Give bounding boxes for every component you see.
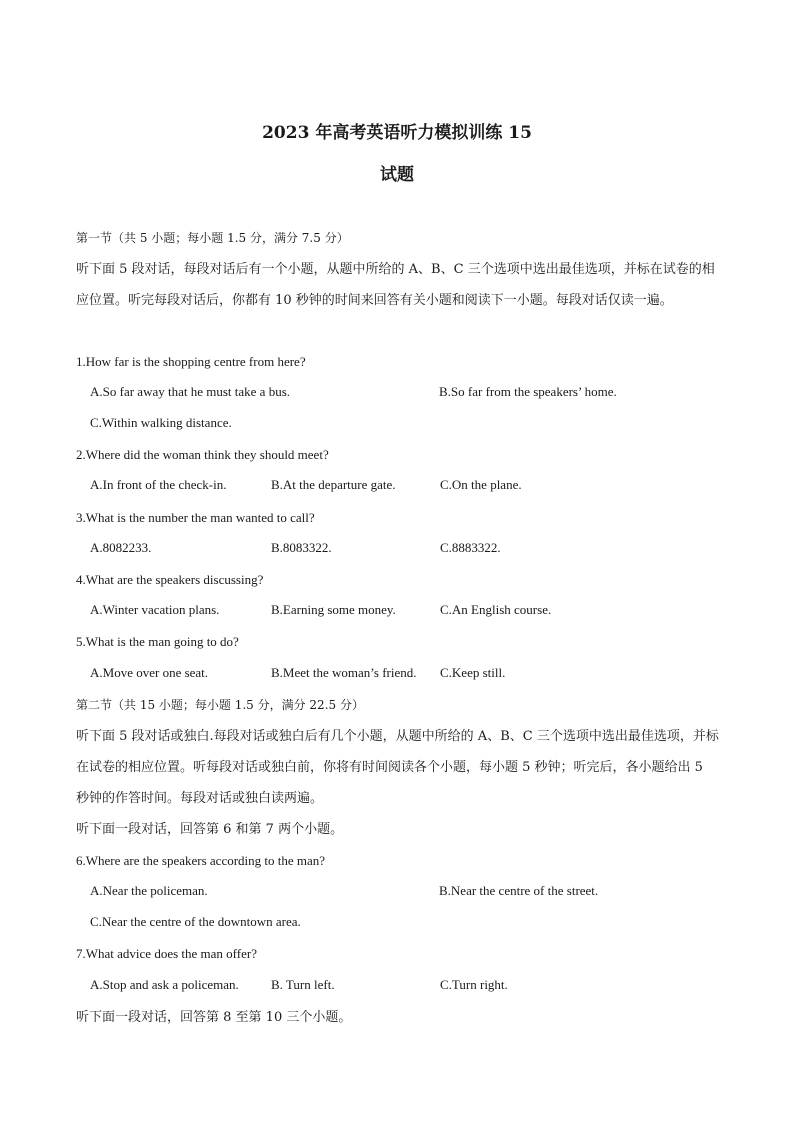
- question-6: 6.Where are the speakers according to the man?: [76, 853, 326, 868]
- q5-option-b: B.Meet the woman’s friend.: [271, 665, 417, 680]
- q2-option-c: C.On the plane.: [440, 477, 522, 492]
- section2-heading: 第二节（共 15 小题；每小题 1.5 分，满分 22.5 分）: [76, 698, 364, 712]
- q3-option-c: C.8883322.: [440, 540, 501, 555]
- section2-instructions: 听下面 5 段对话或独白.每段对话或独白后有几个小题，从题中所给的 A、B、C 三个选项中选出最佳选项，并标在试卷的相应位置。听每段对话或独白前，你将有时间阅读各个小题，每小题 5 秒钟；听完后，各小题给出 5 秒钟的作答时间。每段对话或独白读两遍。: [76, 729, 719, 806]
- q4-option-c: C.An English course.: [440, 602, 552, 617]
- q6-option-a: A.Near the policeman.: [90, 883, 208, 898]
- q3-option-a: A.8082233.: [90, 540, 152, 555]
- q1-option-b: B.So far from the speakers’ home.: [439, 384, 617, 399]
- question-1: 1.How far is the shopping centre from here?: [76, 354, 306, 369]
- q1-option-a: A.So far away that he must take a bus.: [90, 384, 291, 399]
- q2-option-a: A.In front of the check-in.: [90, 477, 227, 492]
- q6-option-c: C.Near the centre of the downtown area.: [90, 914, 301, 929]
- section1-instructions: 听下面 5 段对话，每段对话后有一个小题，从题中所给的 A、B、C 三个选项中选出最佳选项，并标在试卷的相应位置。听完每段对话后，你都有 10 秒钟的时间来回答有关小题和阅读下一小题。每段对话仅读一遍。: [76, 262, 715, 308]
- question-4: 4.What are the speakers discussing?: [76, 572, 264, 587]
- q1-option-c: C.Within walking distance.: [90, 415, 232, 430]
- question-2: 2.Where did the woman think they should meet?: [76, 447, 329, 462]
- question-3: 3.What is the number the man wanted to call?: [76, 510, 315, 525]
- q4-option-a: A.Winter vacation plans.: [90, 602, 220, 617]
- page-title: 2023 年高考英语听力模拟训练 15: [262, 123, 532, 143]
- q4-option-b: B.Earning some money.: [271, 602, 396, 617]
- q5-option-c: C.Keep still.: [440, 665, 506, 680]
- section1-heading: 第一节（共 5 小题；每小题 1.5 分，满分 7.5 分）: [76, 231, 349, 245]
- q3-option-b: B.8083322.: [271, 540, 332, 555]
- q7-option-b: B. Turn left.: [271, 977, 335, 992]
- group2-intro: 听下面一段对话，回答第 8 至第 10 三个小题。: [76, 1010, 352, 1025]
- question-5: 5.What is the man going to do?: [76, 634, 239, 649]
- page-subtitle: 试题: [380, 165, 414, 185]
- q2-option-b: B.At the departure gate.: [271, 477, 396, 492]
- q7-option-c: C.Turn right.: [440, 977, 508, 992]
- q7-option-a: A.Stop and ask a policeman.: [90, 977, 239, 992]
- q5-option-a: A.Move over one seat.: [90, 665, 209, 680]
- group1-intro: 听下面一段对话，回答第 6 和第 7 两个小题。: [76, 822, 344, 837]
- question-7: 7.What advice does the man offer?: [76, 946, 257, 961]
- q6-option-b: B.Near the centre of the street.: [439, 883, 599, 898]
